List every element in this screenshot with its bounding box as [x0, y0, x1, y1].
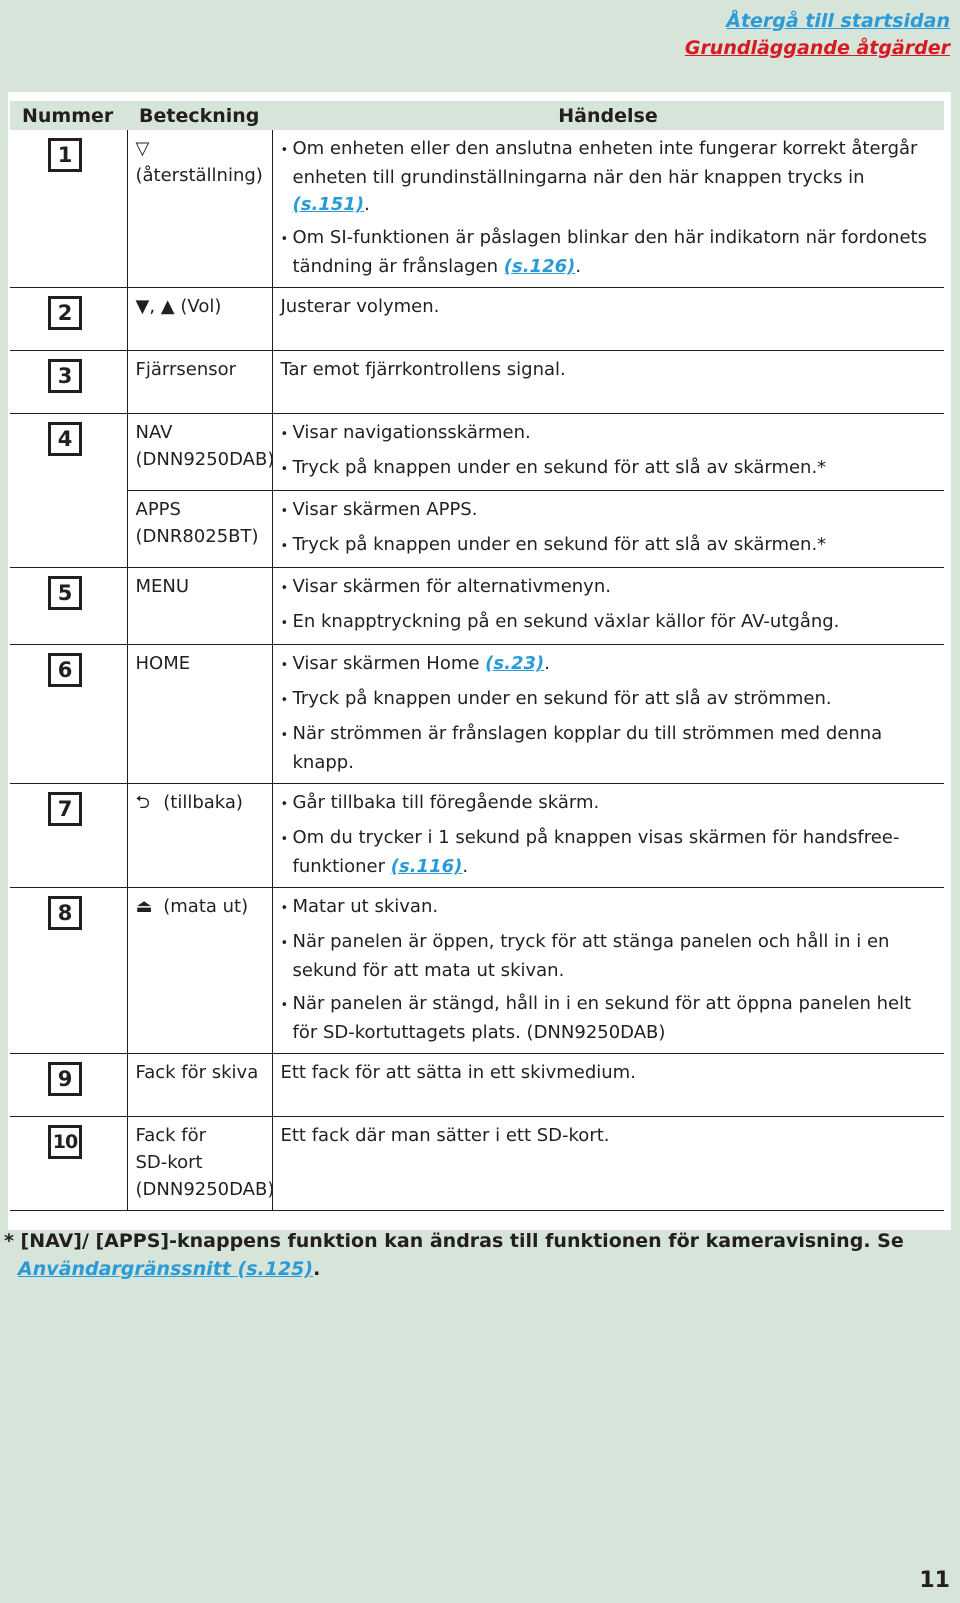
- table-row: [10, 784, 944, 888]
- number-badge: 4: [48, 422, 82, 456]
- page-reference-link[interactable]: (s.116): [390, 856, 463, 877]
- page-reference-link[interactable]: (s.151): [292, 194, 365, 215]
- number-badge: 3: [48, 359, 82, 393]
- list-item: • När panelen är stängd, håll in i en sekund för att öppna panelen helt för SD-kortuttagets plats. (DNN9250DAB): [281, 990, 935, 1046]
- list-item: • Om enheten eller den anslutna enheten inte fungerar korrekt återgår enheten till grundinställningarna när den här knappen trycks in (s.151).: [281, 135, 935, 218]
- row-name: HOME: [127, 645, 272, 784]
- row-name: (återställning): [135, 165, 263, 186]
- list-item: • Visar skärmen Home (s.23).: [281, 650, 935, 679]
- row-name: Fack för skiva: [127, 1054, 272, 1117]
- table-row: [10, 351, 944, 414]
- header-name: Beteckning: [127, 101, 272, 130]
- table-header-row: [10, 101, 944, 130]
- table-row: [10, 414, 944, 491]
- row-name: APPS (DNR8025BT): [127, 491, 272, 568]
- back-arrow-icon: ⮌: [135, 792, 150, 813]
- footnote: * [NAV]/ [APPS]-knappens funktion kan ändras till funktionen för kameravisning. Se Användargränssnitt (s.125).: [4, 1230, 904, 1280]
- row-name: (tillbaka): [163, 792, 243, 813]
- list-item: • En knapptryckning på en sekund växlar källor för AV-utgång.: [281, 608, 935, 637]
- list-item: • Om SI-funktionen är påslagen blinkar den här indikatorn när fordonets tändning är frånslagen (s.126).: [281, 224, 935, 280]
- number-badge: 7: [48, 792, 82, 826]
- page-reference-link[interactable]: (s.126): [503, 256, 576, 277]
- list-item: • Visar navigationsskärmen.: [281, 419, 935, 448]
- controls-table: [10, 101, 944, 1211]
- table-row: [10, 1117, 944, 1211]
- table-row: [10, 491, 944, 568]
- row-name: MENU: [127, 568, 272, 645]
- list-item: • Visar skärmen för alternativmenyn.: [281, 573, 935, 602]
- page-number: 11: [919, 1568, 950, 1593]
- list-item: • Tryck på knappen under en sekund för att slå av skärmen.*: [281, 531, 935, 560]
- row-name: (mata ut): [163, 896, 249, 917]
- header-event: Händelse: [272, 101, 944, 130]
- table-row: [10, 288, 944, 351]
- row-name: NAV (DNN9250DAB): [127, 414, 272, 491]
- row-event: Justerar volymen.: [272, 288, 944, 351]
- row-event: Ett fack där man sätter i ett SD-kort.: [272, 1117, 944, 1211]
- list-item: • När strömmen är frånslagen kopplar du till strömmen med denna knapp.: [281, 720, 935, 776]
- row-event: Tar emot fjärrkontrollens signal.: [272, 351, 944, 414]
- number-badge: 1: [48, 138, 82, 172]
- list-item: • Visar skärmen APPS.: [281, 496, 935, 525]
- number-badge: 9: [48, 1062, 82, 1096]
- row-name: Fack för SD-kort (DNN9250DAB): [127, 1117, 272, 1211]
- eject-icon: ⏏: [135, 896, 153, 917]
- basic-operations-link[interactable]: Grundläggande åtgärder: [684, 37, 950, 59]
- number-badge: 2: [48, 296, 82, 330]
- list-item: • Tryck på knappen under en sekund för att slå av strömmen.: [281, 685, 935, 714]
- number-badge: 6: [48, 653, 82, 687]
- row-event: Ett fack för att sätta in ett skivmedium.: [272, 1054, 944, 1117]
- list-item: • När panelen är öppen, tryck för att stänga panelen och håll in i en sekund för att mata ut skivan.: [281, 928, 935, 984]
- number-badge: 10: [48, 1125, 82, 1159]
- top-navigation: [685, 8, 950, 62]
- reset-icon: ▽: [135, 138, 150, 159]
- list-item: • Matar ut skivan.: [281, 893, 935, 922]
- table-row: [10, 888, 944, 1054]
- list-item: • Om du trycker i 1 sekund på knappen visas skärmen för handsfree-funktioner (s.116).: [281, 824, 935, 880]
- table-row: [10, 645, 944, 784]
- user-interface-link[interactable]: Användargränssnitt (s.125): [18, 1258, 314, 1280]
- list-item: • Går tillbaka till föregående skärm.: [281, 789, 935, 818]
- row-name: (Vol): [180, 296, 222, 317]
- row-name: Fjärrsensor: [127, 351, 272, 414]
- content-panel: [8, 92, 951, 1230]
- table-row: [10, 1054, 944, 1117]
- back-to-home-link[interactable]: Återgå till startsidan: [726, 10, 950, 32]
- page-reference-link[interactable]: (s.23): [485, 653, 545, 674]
- volume-arrows-icon: ▼, ▲: [135, 296, 175, 317]
- list-item: • Tryck på knappen under en sekund för att slå av skärmen.*: [281, 454, 935, 483]
- number-badge: 8: [48, 896, 82, 930]
- number-badge: 5: [48, 576, 82, 610]
- table-row: [10, 130, 944, 288]
- table-row: [10, 568, 944, 645]
- header-number: Nummer: [10, 101, 127, 130]
